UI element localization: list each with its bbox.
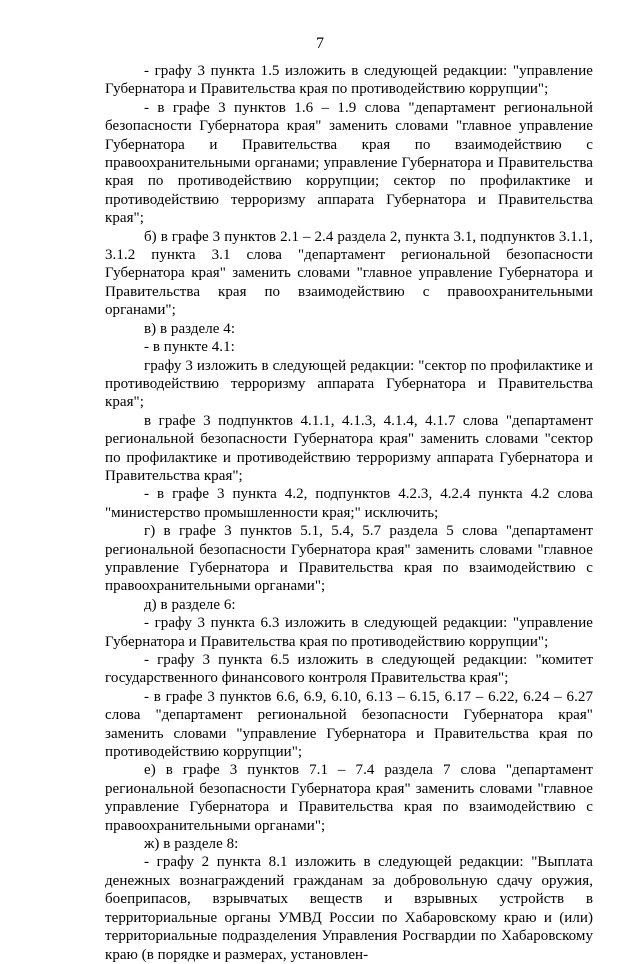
paragraph-12: - графу 3 пункта 6.5 изложить в следующей редакции: "комитет государственного финансового контроля Правительства края"; (105, 652, 593, 687)
paragraph-5: - в пункте 4.1: (144, 339, 235, 356)
paragraph-9: г) в графе 3 пунктов 5.1, 5.4, 5.7 раздела 5 слова "департамент региональной безопасности Губернатора края" заменить словами "главное управление Губернатора и Правительства края по взаимодействию с правоохранительными органами"; (105, 523, 593, 595)
paragraph-3: б) в графе 3 пунктов 2.1 – 2.4 раздела 2, пункта 3.1, подпунктов 3.1.1, 3.1.2 пункта 3.1 слова "департамент региональной безопасности Губернатора края" заменить словами "главное управление Губернатора и Правительства края по взаимодействию с правоохранительными органами"; (105, 228, 593, 319)
paragraph-7: в графе 3 подпунктов 4.1.1, 4.1.3, 4.1.4, 4.1.7 слова "департамент региональной безопасности Губернатора края" заменить словами "сектор по профилактике и противодействию терроризму аппарата Губернатора и Правительства края"; (105, 412, 593, 484)
paragraph-16: - графу 2 пункта 8.1 изложить в следующей редакции: "Выплата денежных вознаграждений гражданам за добровольную сдачу оружия, боеприпасов, взрывчатых веществ и взрывных устройств в территориальные органы УМВД России по Хабаровскому краю и (или) территориальные подразделения Управления Росгвардии по Хабаровскому краю (в порядке и размерах, установлен- (105, 854, 593, 963)
paragraph-6: графу 3 изложить в следующей редакции: "сектор по профилактике и противодействию терроризму аппарата Губернатора и Правительства края"; (105, 357, 593, 411)
page-number: 7 (316, 35, 324, 52)
paragraph-13: - в графе 3 пунктов 6.6, 6.9, 6.10, 6.13 – 6.15, 6.17 – 6.22, 6.24 – 6.27 слова "департамент региональной безопасности Губернатора края" заменить словами "управление Губернатора и Правительства края по противодействию коррупции"; (105, 688, 593, 761)
paragraph-2: - в графе 3 пунктов 1.6 – 1.9 слова "департамент региональной безопасности Губернатора края" заменить словами "главное управление Губернатора и Правительства края по взаимодействию с правоохранительными органами; управление Губернатора и Правительства края по противодействию коррупции; сектор по профилактике и противодействию терроризму аппарата Губернатора и Правительства края"; (105, 99, 593, 227)
paragraph-8: - в графе 3 пункта 4.2, подпунктов 4.2.3, 4.2.4 пункта 4.2 слова "министерство промышленности края;" исключить; (105, 486, 593, 521)
paragraph-14: е) в графе 3 пунктов 7.1 – 7.4 раздела 7 слова "департамент региональной безопасности Губернатора края" заменить словами "главное управление Губернатора и Правительства края по взаимодействию с правоохранительными органами"; (105, 762, 593, 834)
paragraph-4: в) в разделе 4: (144, 320, 236, 337)
document-body (105, 62, 593, 964)
paragraph-1: - графу 3 пункта 1.5 изложить в следующей редакции: "управление Губернатора и Правительства края по противодействию коррупции"; (105, 63, 593, 98)
paragraph-10: д) в разделе 6: (144, 596, 236, 613)
paragraph-11: - графу 3 пункта 6.3 изложить в следующей редакции: "управление Губернатора и Правительства края по противодействию коррупции"; (105, 615, 593, 650)
paragraph-15: ж) в разделе 8: (144, 836, 239, 853)
